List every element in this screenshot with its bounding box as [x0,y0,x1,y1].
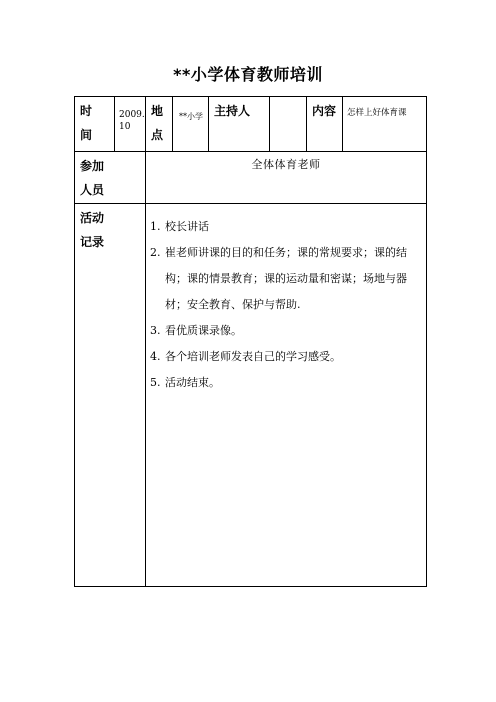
time-value: 2009. 10 [115,97,146,152]
list-item: 4. 各个培训老师发表自己的学习感受。 [150,350,341,363]
content-label: 内容 [307,97,343,152]
time-label: 时 间 [75,97,115,152]
participants-label: 参加 人员 [75,152,146,204]
training-record-table [74,96,427,587]
list-item: 5. 活动结束。 [150,376,220,389]
host-label: 主持人 [209,97,270,152]
list-item: 1. 校长讲话 [150,220,209,233]
list-item: 2. 崔老师讲课的目的和任务；课的常规要求；课的结构；课的情景教育；课的运动量和密谋；场地与器材；安全教育、保护与帮助. [150,246,407,311]
records-row [75,204,427,587]
list-item: 3. 看优质课录像。 [150,324,242,337]
participants-row [75,152,427,204]
host-value [270,97,307,152]
place-label: 地 点 [146,97,173,152]
records-content [146,204,427,587]
place-value: **小学 [173,97,209,152]
records-list [150,214,420,396]
records-label: 活动 记录 [75,204,146,587]
participants-value: 全体体育老师 [146,152,427,204]
info-row [75,97,427,152]
document-title: **小学体育教师培训 [173,65,323,84]
content-value: 怎样上好体育课 [343,97,427,152]
